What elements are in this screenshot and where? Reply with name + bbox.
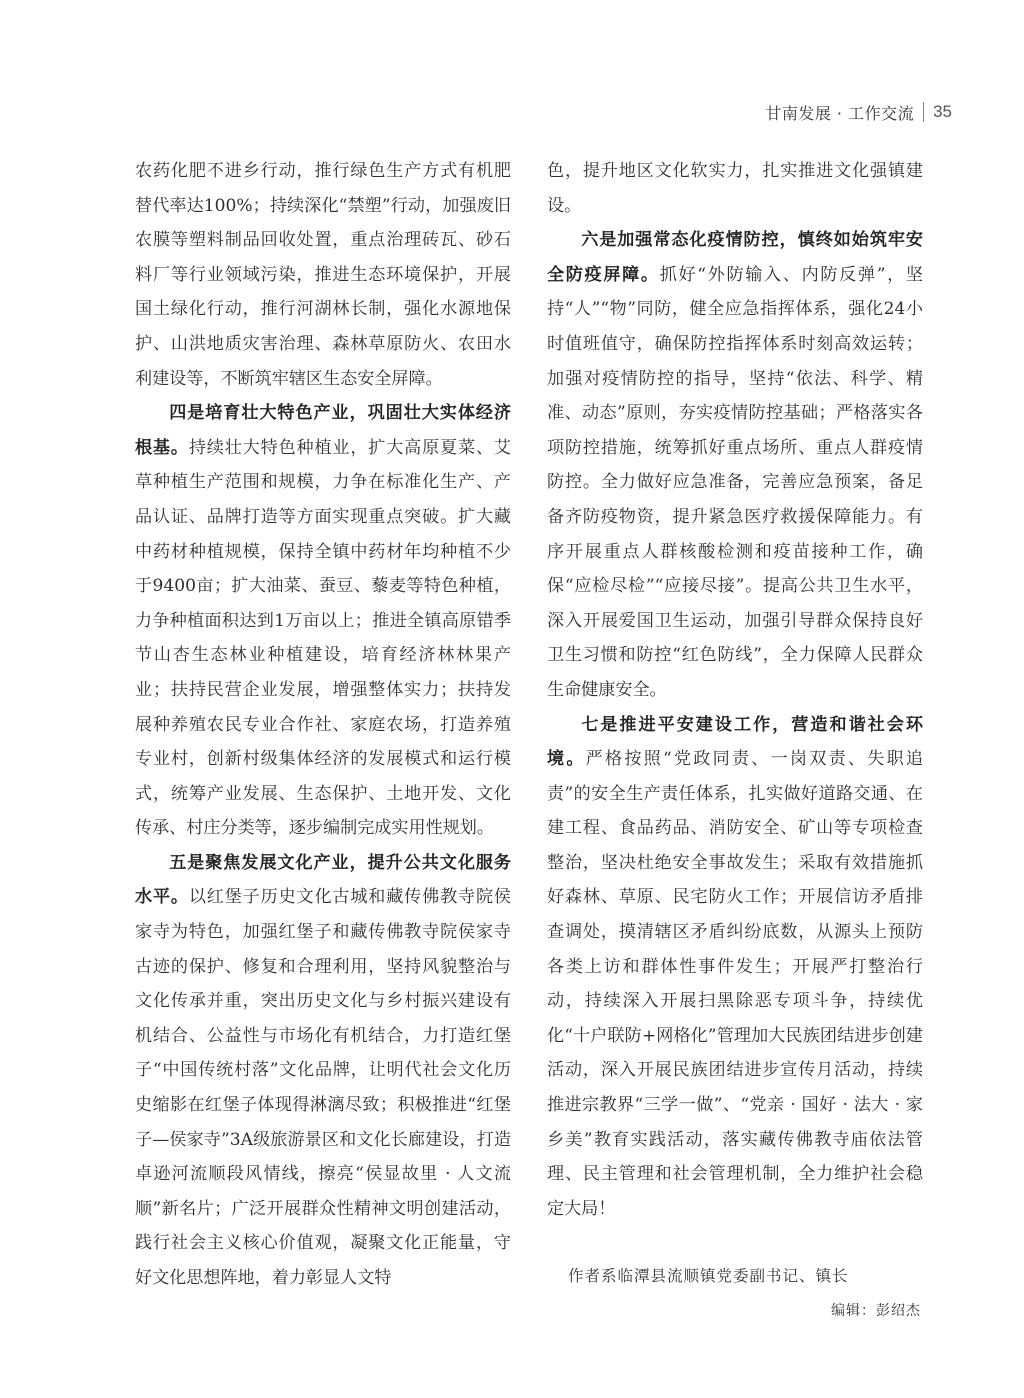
paragraph-body: 持续壮大特色种植业，扩大高原夏菜、艾草种植生产范围和规模，力争在标准化生产、产品认证、品牌打造等方面实现重点突破。扩大藏中药材种植规模，保持全镇中药材年均种植不少于9400亩；扩大油菜、蚕豆、藜麦等特色种植，力争种植面积达到1万亩以上；推进全镇高原错季节山杏生态林业种植建设，培育经济林林果产业；扶持民营企业发展，增强整体实力；扶持发展种养殖农民专业合作社、家庭农场，打造养殖专业村，创新村级集体经济的发展模式和运行模式，统筹产业发展、生态保护、土地开发、文化传承、村庄分类等，逐步编制完成实用性规划。 [135, 437, 512, 839]
author-note: 作者系临潭县流顺镇党委副书记、镇长 [568, 1267, 849, 1285]
journal-section-title: 甘南发展 · 工作交流 [765, 103, 915, 123]
section-heading-safety: 七是推进平安建设工作，营造和谐社会环境。 [547, 714, 923, 770]
paragraph-continued: 农药化肥不进乡行动，推行绿色生产方式有机肥替代率达100%；持续深化“禁塑”行动，加强废旧农膜等塑料制品回收处置，重点治理砖瓦、砂石料厂等行业领域污染，推进生态环境保护，开展国土绿化行动，推行河湖林长制，强化水源地保护、山洪地质灾害治理、森林草原防火、农田水利建设等，不断筑牢辖区生态安全屏障。 [135, 161, 511, 389]
paragraph-body: 抓好“外防输入、内防反弹”，坚持“人”“物”同防，健全应急指挥体系，强化24小时值班值守，确保防控指挥体系时刻高效运转；加强对疫情防控的指导，坚持“依法、科学、精准、动态”原则，夯实疫情防控基础；严格落实各项防控措施，统筹抓好重点场所、重点人群疫情防控。全力做好应急准备，完善应急预案，备足备齐防疫物资，提升紧急医疗救援保障能力。有序开展重点人群核酸检测和疫苗接种工作，确保“应检尽检”“应接尽接”。提高公共卫生水平，深入开展爱国卫生运动，加强引导群众保持良好卫生习惯和防控“红色防线”，全力保障人民群众生命健康安全。 [547, 264, 923, 700]
section-heading-industry: 四是培育壮大特色产业，巩固壮大实体经济根基。 [135, 403, 511, 458]
header-divider [923, 102, 924, 122]
left-column [135, 154, 511, 1296]
page-number: 35 [933, 102, 952, 121]
paragraph-culture [135, 846, 511, 1296]
editor-credit: 编辑：彭绍杰 [831, 1303, 921, 1319]
paragraph-safety [547, 708, 923, 1227]
paragraph-continued: 色，提升地区文化软实力，扎实推进文化强镇建设。 [547, 161, 923, 216]
paragraph-industry [135, 396, 511, 846]
paragraph-body: 严格按照“党政同责、一岗双责、失职追责”的安全生产责任体系，扎实做好道路交通、在建工程、食品药品、消防安全、矿山等专项检查整治，坚决杜绝安全事故发生；采取有效措施抓好森林、草原、民宅防火工作；开展信访矛盾排查调处，摸清辖区矛盾纠纷底数，从源头上预防各类上访和群体性事件发生；开展严打整治行动，持续深入开展扫黑除恶专项斗争，持续优化“十户联防+网格化”管理加大民族团结进步创建活动，深入开展民族团结进步宣传月活动，持续推进宗教界“三学一做”、“党亲 · 国好 · 法大 · 家乡美”教育实践活动，落实藏传佛教寺庙依法管理、民主管理和社会管理机制，全力维护社会稳定大局！ [547, 749, 924, 1219]
section-heading-culture: 五是聚焦发展文化产业，提升公共文化服务水平。 [135, 852, 511, 908]
paragraph-epidemic [547, 223, 923, 707]
right-column [547, 154, 923, 1226]
paragraph-body: 以红堡子历史文化古城和藏传佛教寺院侯家寺为特色，加强红堡子和藏传佛教寺院侯家寺古迹的保护、修复和合理利用，坚持风貌整治与文化传承并重，突出历史文化与乡村振兴建设有机结合、公益性与市场化有机结合，力打造红堡子“中国传统村落”文化品牌，让明代社会文化历史缩影在红堡子体现得淋漓尽致；积极推进“红堡子—侯家寺”3A级旅游景区和文化长廊建设，打造卓逊河流顺段风情线，擦亮“侯显故里 · 人文流顺”新名片；广泛开展群众性精神文明创建活动，践行社会主义核心价值观，凝聚文化正能量，守好文化思想阵地，着力彰显人文特 [135, 887, 512, 1288]
section-heading-epidemic: 六是加强常态化疫情防控，慎终如始筑牢安全防疫屏障。 [547, 230, 923, 285]
running-header [765, 100, 952, 124]
